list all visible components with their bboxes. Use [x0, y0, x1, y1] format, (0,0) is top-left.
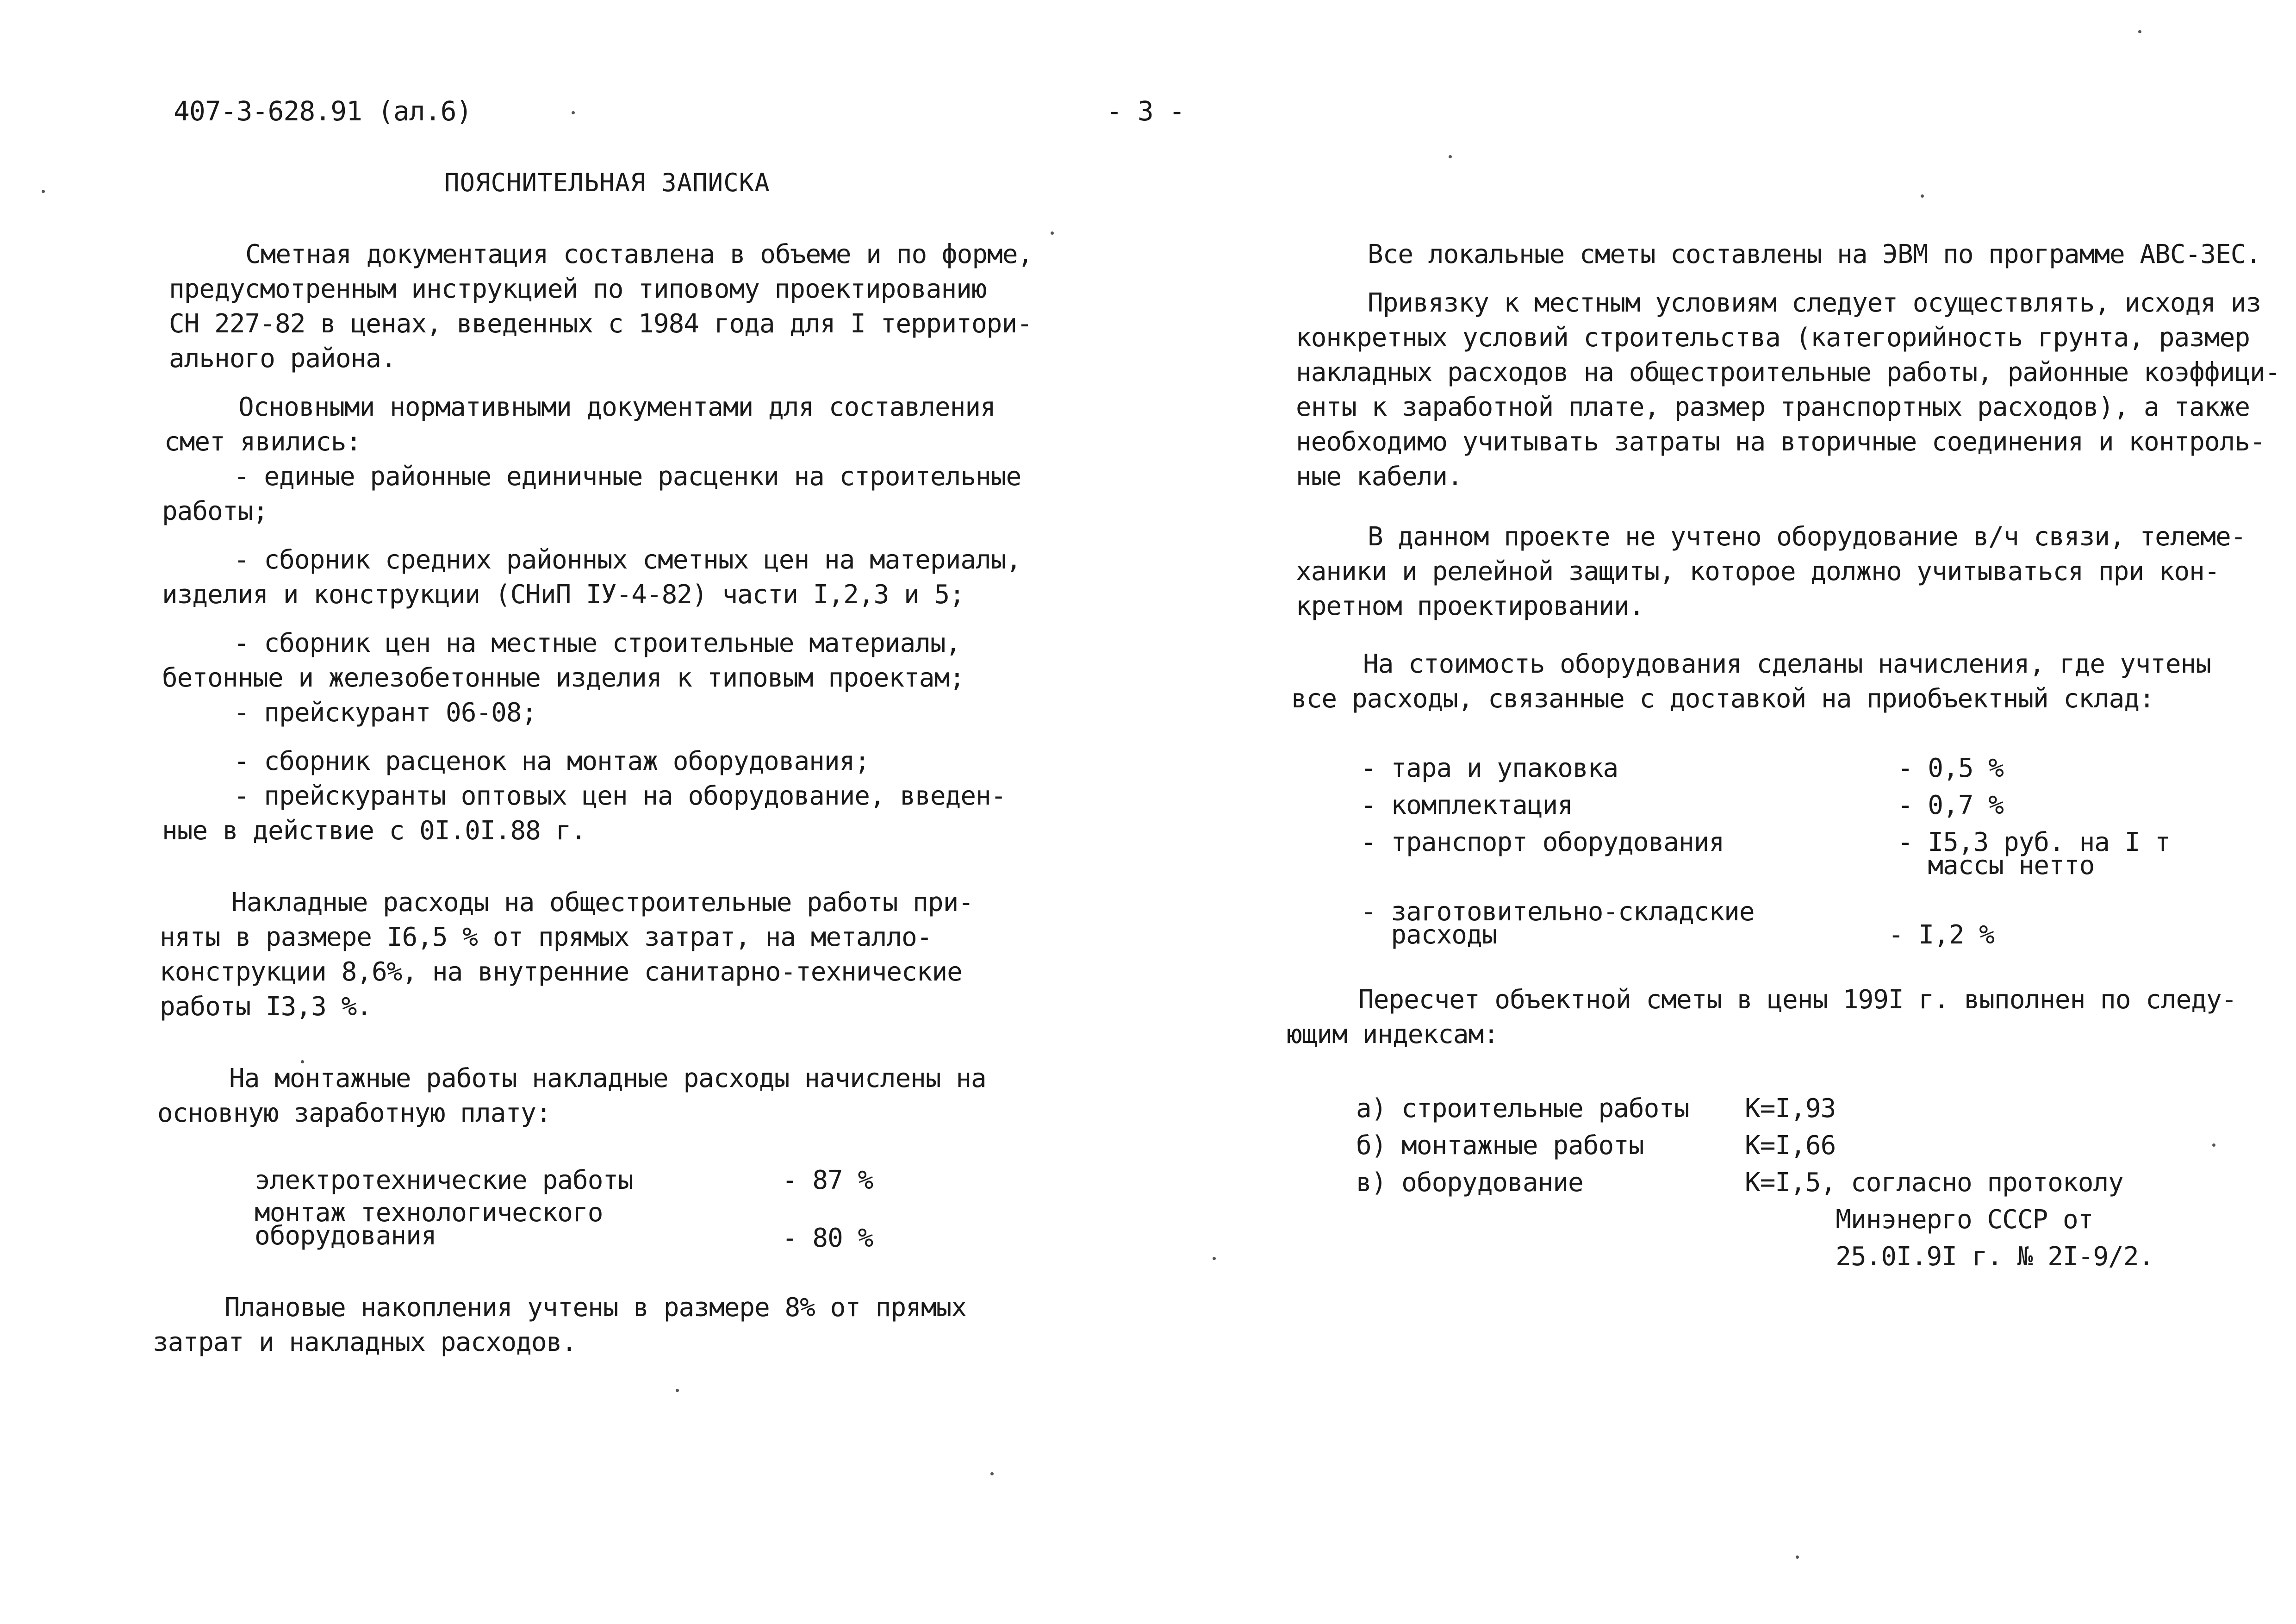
paragraph-line: Пересчет объектной сметы в цены 199I г. выполнен по следу-	[1358, 985, 2237, 1015]
paragraph-line: Все локальные сметы составлены на ЭВМ по программе АВС-ЗЕС.	[1368, 239, 2261, 269]
paragraph-line: ханики и релейной защиты, которое должно учитываться при кон-	[1296, 556, 2220, 587]
list-item-continuation: работы;	[162, 496, 268, 526]
overhead-value: - 80 %	[782, 1223, 873, 1253]
charge-value: - 0,7 %	[1898, 790, 2004, 820]
paragraph-line: ные кабели.	[1296, 462, 1462, 492]
index-label: в) оборудование	[1356, 1168, 1583, 1198]
charge-value: - I,2 %	[1888, 920, 1995, 950]
paragraph-line: СН 227-82 в ценах, введенных с 1984 года для I территори-	[169, 309, 1032, 339]
index-label: а) строительные работы	[1356, 1093, 1689, 1124]
scan-speck	[2212, 1143, 2215, 1147]
list-item: - сборник расценок на монтаж оборудования;	[234, 746, 870, 776]
charge-value: - I5,3 руб. на I т массы нетто	[1898, 827, 2170, 881]
scan-speck	[301, 1060, 304, 1063]
paragraph-line: В данном проекте не учтено оборудование в/ч связи, телеме-	[1368, 522, 2246, 552]
scan-speck	[676, 1389, 679, 1392]
charge-label: - транспорт оборудования	[1361, 827, 1724, 857]
scan-speck	[572, 111, 575, 114]
paragraph-line: кретном проектировании.	[1296, 591, 1644, 621]
charge-label: - тара и упаковка	[1361, 753, 1618, 783]
paragraph-line: Накладные расходы на общестроительные работы при-	[231, 887, 974, 918]
paragraph-line: Сметная документация составлена в объеме и по форме,	[245, 239, 1033, 269]
scan-speck	[1449, 155, 1452, 158]
list-item: - прейскуранты оптовых цен на оборудование, введен-	[234, 781, 1006, 811]
list-item: - прейскурант 06-08;	[234, 698, 537, 728]
paragraph-line: основную заработную плату:	[157, 1098, 551, 1128]
paragraph-line: няты в размере I6,5 % от прямых затрат, на металло-	[160, 922, 932, 952]
index-value: К=I,66	[1745, 1131, 1836, 1161]
paragraph-line: Плановые накопления учтены в размере 8% от прямых	[224, 1293, 967, 1323]
scan-speck	[2138, 30, 2141, 33]
paragraph-line: Основными нормативными документами для составления	[238, 392, 996, 422]
charge-label: - заготовительно-складские расходы	[1361, 897, 1755, 950]
scan-speck	[1921, 194, 1924, 198]
overhead-value: - 87 %	[782, 1165, 873, 1195]
paragraph-line: Привязку к местным условиям следует осуществлять, исходя из	[1368, 288, 2261, 318]
paragraph-line: На стоимость оборудования сделаны начисления, где учтены	[1363, 649, 2211, 679]
charge-value: - 0,5 %	[1898, 753, 2004, 783]
list-item: - сборник средних районных сметных цен на материалы,	[234, 545, 1021, 575]
paragraph-line: ального района.	[169, 344, 396, 374]
paragraph-line: предусмотренным инструкцией по типовому проектированию	[169, 274, 987, 304]
paragraph-line: затрат и накладных расходов.	[153, 1327, 577, 1357]
page-title: ПОЯСНИТЕЛЬНАЯ ЗАПИСКА	[444, 168, 770, 197]
paragraph-line: На монтажные работы накладные расходы начислены на	[229, 1063, 986, 1093]
paragraph-line: ющим индексам:	[1287, 1019, 1499, 1049]
overhead-label: монтаж технологического оборудования	[255, 1198, 603, 1251]
paragraph-line: работы I3,3 %.	[160, 992, 372, 1022]
scan-speck	[1051, 231, 1054, 235]
charge-label: - комплектация	[1361, 790, 1573, 820]
list-item-continuation: бетонные и железобетонные изделия к типовым проектам;	[162, 663, 964, 693]
scan-speck	[42, 190, 45, 193]
paragraph-line: смет явились:	[164, 427, 361, 457]
list-item-continuation: изделия и конструкции (СНиП IУ-4-82) части I,2,3 и 5;	[162, 580, 964, 610]
list-item: - сборник цен на местные строительные материалы,	[234, 628, 961, 658]
paragraph-line: накладных расходов на общестроительные работы, районные коэффици-	[1296, 357, 2280, 387]
page-number: - 3 -	[1106, 95, 1185, 127]
overhead-label: электротехнические работы	[255, 1165, 633, 1195]
scan-speck	[1796, 1555, 1799, 1559]
index-value: К=I,5, согласно протоколу Минэнерго СССР от 25.0I.9I г. № 2I-9/2.	[1745, 1168, 2154, 1272]
paragraph-line: конкретных условий строительства (категорийность грунта, размер	[1296, 323, 2250, 353]
paragraph-line: енты к заработной плате, размер транспортных расходов), а также	[1296, 392, 2250, 422]
scan-speck	[990, 1472, 994, 1475]
document-code: 407-3-628.91 (ал.6)	[174, 95, 472, 127]
paragraph-line: конструкции 8,6%, на внутренние санитарно-технические	[160, 957, 962, 987]
paragraph-line: все расходы, связанные с доставкой на приобъектный склад:	[1291, 684, 2154, 714]
paragraph-line: необходимо учитывать затраты на вторичные соединения и контроль-	[1296, 427, 2265, 457]
scan-speck	[1213, 1257, 1216, 1260]
index-label: б) монтажные работы	[1356, 1131, 1644, 1161]
list-item: - единые районные единичные расценки на строительные	[234, 462, 1021, 492]
list-item-continuation: ные в действие с 0I.0I.88 г.	[162, 816, 586, 846]
index-value: К=I,93	[1745, 1093, 1836, 1124]
